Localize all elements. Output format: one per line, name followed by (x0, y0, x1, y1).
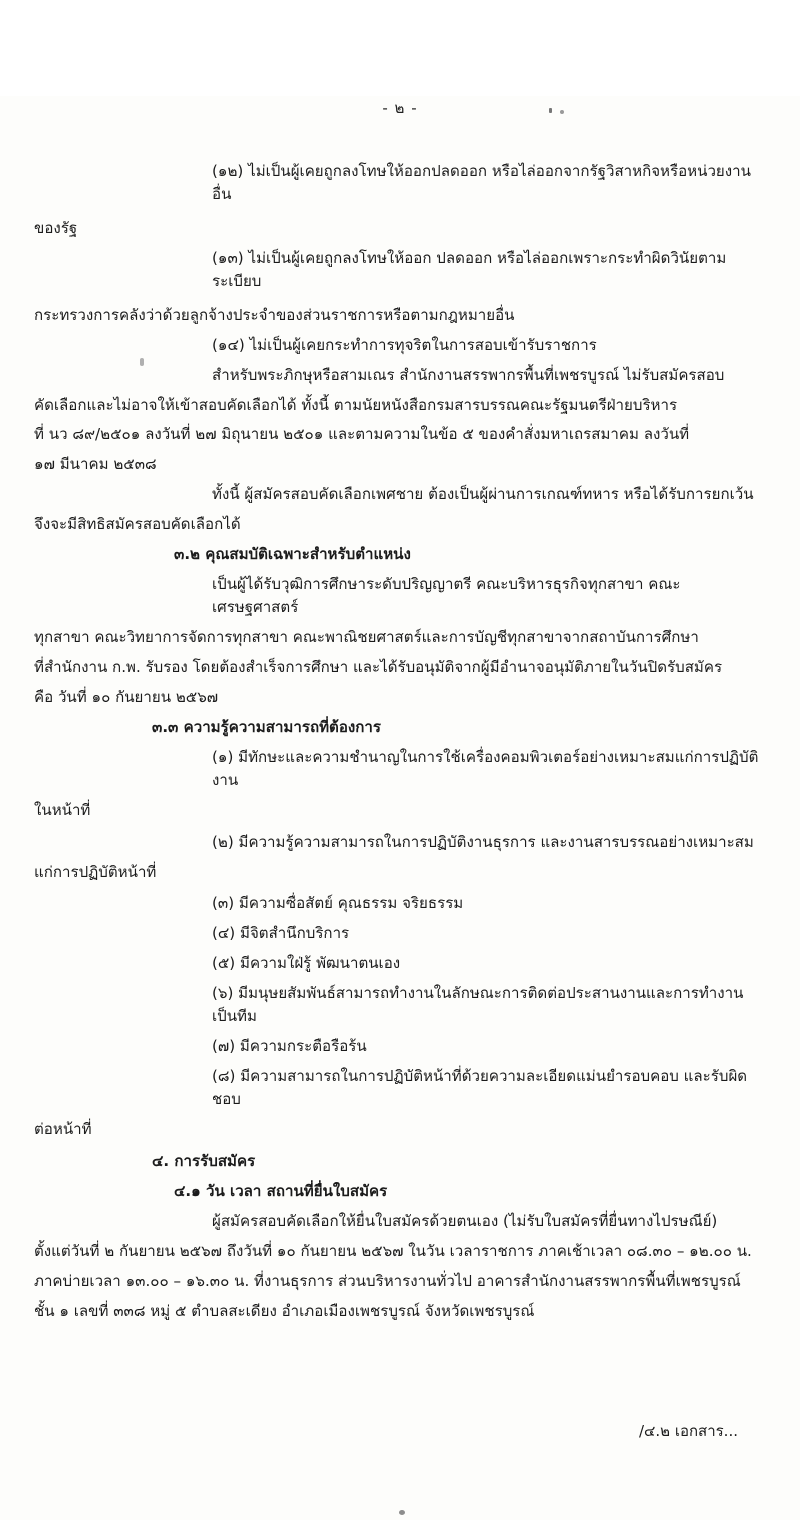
paragraph-male-2: จึงจะมีสิทธิสมัครสอบคัดเลือกได้ (34, 515, 241, 534)
heading-application: ๔. การรับสมัคร (152, 1151, 256, 1170)
list-item-skill-1: (๑) มีทักษะและความชำนาญในการใช้เครื่องคอมพิวเตอร์อย่างเหมาะสมแก่การปฏิบัติงาน (212, 747, 759, 789)
list-item-skill-5: (๕) มีความใฝ่รู้ พัฒนาตนเอง (212, 954, 401, 973)
document-body (28, 160, 772, 1323)
list-item-skill-1-cont: ในหน้าที่ (34, 800, 91, 819)
paragraph-monk-2: คัดเลือกและไม่อาจให้เข้าสอบคัดเลือกได้ ทั้งนี้ ตามนัยหนังสือกรมสารบรรณคณะรัฐมนตรีฝ่ายบริหาร (34, 395, 678, 414)
paragraph-monk-4: ๑๗ มีนาคม ๒๕๓๘ (34, 455, 157, 474)
list-item-skill-7: (๗) มีความกระตือรือร้น (212, 1037, 367, 1056)
list-item-skill-6: (๖) มีมนุษยสัมพันธ์สามารถทำงานในลักษณะการติดต่อประสานงานและการทำงานเป็นทีม (212, 984, 744, 1026)
list-item-skill-2: (๒) มีความรู้ความสามารถในการปฏิบัติงานธุรการ และงานสารบรรณอย่างเหมาะสม (212, 832, 754, 851)
scan-speck-icon (560, 110, 564, 114)
paragraph-apply-4: ชั้น ๑ เลขที่ ๓๓๘ หมู่ ๕ ตำบลสะเดียง อำเภอเมืองเพชรบูรณ์ จังหวัดเพชรบูรณ์ (34, 1301, 535, 1320)
paragraph-item-12-cont: ของรัฐ (34, 218, 78, 237)
heading-knowledge: ๓.๓ ความรู้ความสามารถที่ต้องการ (152, 717, 381, 736)
scan-speck-icon (399, 1510, 405, 1515)
list-item-skill-2-cont: แก่การปฏิบัติหน้าที่ (34, 862, 157, 881)
paragraph-monk-3: ที่ นว ๘๙/๒๕๐๑ ลงวันที่ ๒๗ มิถุนายน ๒๕๐๑ และตามความในข้อ ๕ ของคำสั่งมหาเถรสมาคม ลงวันที่ (34, 425, 690, 444)
paragraph-item-13: (๑๓) ไม่เป็นผู้เคยถูกลงโทษให้ออก ปลดออก หรือไล่ออกเพราะกระทำผิดวินัยตามระเบียบ (212, 248, 727, 290)
paragraph-education-3: ที่สำนักงาน ก.พ. รับรอง โดยต้องสำเร็จการศึกษา และได้รับอนุมัติจากผู้มีอำนาจอนุมัติภายในวันปิดรับสมัคร (34, 657, 723, 676)
paragraph-item-13-cont: กระทรวงการคลังว่าด้วยลูกจ้างประจำของส่วนราชการหรือตามกฎหมายอื่น (34, 305, 515, 324)
list-item-skill-8: (๘) มีความสามารถในการปฏิบัติหน้าที่ด้วยความละเอียดแม่นยำรอบคอบ และรับผิดชอบ (212, 1067, 748, 1108)
list-item-skill-4: (๔) มีจิตสำนึกบริการ (212, 924, 350, 943)
paragraph-male-1: ทั้งนี้ ผู้สมัครสอบคัดเลือกเพศชาย ต้องเป็นผู้ผ่านการเกณฑ์ทหาร หรือได้รับการยกเว้น (212, 485, 754, 504)
paragraph-apply-1: ผู้สมัครสอบคัดเลือกให้ยื่นใบสมัครด้วยตนเอง (ไม่รับใบสมัครที่ยื่นทางไปรษณีย์) (212, 1211, 718, 1230)
footer-continuation-note: /๔.๒ เอกสาร... (639, 1421, 738, 1440)
paragraph-apply-3: ภาคบ่ายเวลา ๑๓.๐๐ – ๑๖.๓๐ น. ที่งานธุรการ ส่วนบริหารงานทั่วไป อาคารสำนักงานสรรพากรพื้นที่เพชรบูรณ์ (34, 1271, 741, 1290)
paragraph-education-1: เป็นผู้ได้รับวุฒิการศึกษาระดับปริญญาตรี คณะบริหารธุรกิจทุกสาขา คณะเศรษฐศาสตร์ (212, 575, 681, 617)
scan-speck-icon (140, 358, 144, 366)
scan-speck-icon (549, 108, 552, 113)
paragraph-monk-1: สำหรับพระภิกษุหรือสามเณร สำนักงานสรรพากรพื้นที่เพชรบูรณ์ ไม่รับสมัครสอบ (212, 365, 725, 384)
page-number: - ๒ - (382, 99, 418, 117)
paragraph-item-14: (๑๔) ไม่เป็นผู้เคยกระทำการทุจริตในการสอบเข้ารับราชการ (212, 335, 597, 354)
paragraph-education-2: ทุกสาขา คณะวิทยาการจัดการทุกสาขา คณะพาณิชยศาสตร์และการบัญชีทุกสาขาจากสถาบันการศึกษา (34, 628, 699, 646)
paragraph-education-4: คือ วันที่ ๑๐ กันยายน ๒๕๖๗ (34, 687, 219, 706)
document-page (0, 96, 800, 1520)
paragraph-apply-2: ตั้งแต่วันที่ ๒ กันยายน ๒๕๖๗ ถึงวันที่ ๑๐ กันยายน ๒๕๖๗ ในวัน เวลาราชการ ภาคเช้าเวลา ๐๘.๓๐ – ๑๒.๐๐ น. (34, 1241, 752, 1260)
paragraph-item-12: (๑๒) ไม่เป็นผู้เคยถูกลงโทษให้ออกปลดออก หรือไล่ออกจากรัฐวิสาหกิจหรือหน่วยงานอื่น (212, 162, 751, 203)
heading-qualifications: ๓.๒ คุณสมบัติเฉพาะสำหรับตำแหน่ง (174, 545, 411, 564)
list-item-skill-8-cont: ต่อหน้าที่ (34, 1119, 92, 1138)
list-item-skill-3: (๓) มีความซื่อสัตย์ คุณธรรม จริยธรรม (212, 894, 464, 913)
heading-application-time-place: ๔.๑ วัน เวลา สถานที่ยื่นใบสมัคร (174, 1181, 388, 1200)
